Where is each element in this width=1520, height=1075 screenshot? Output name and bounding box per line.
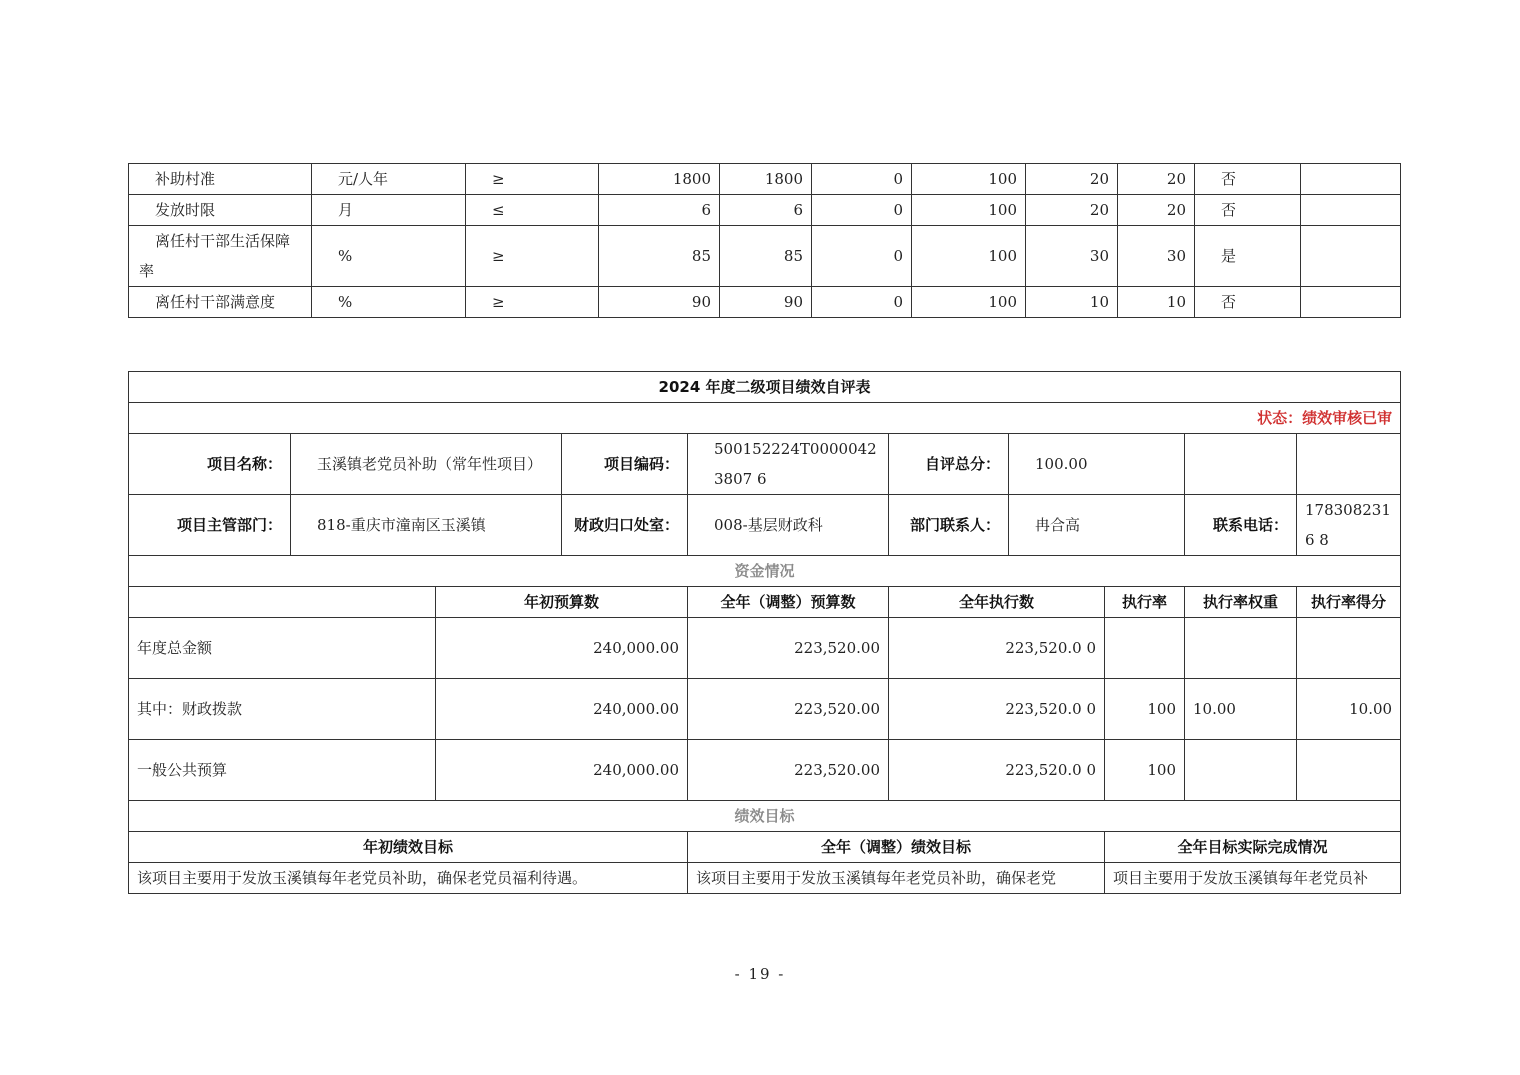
table-row [129,287,1401,318]
indicator-flag: 否 [1195,164,1301,195]
project-code-label: 项目编码： [562,434,688,495]
dept-label: 项目主管部门： [129,495,291,556]
indicator-rate: 100 [912,195,1026,226]
eval-table [128,371,1401,894]
funds-section-title: 资金情况 [129,556,1401,587]
funds-adjusted: 223,520.00 [688,740,889,801]
funds-executed: 223,520.0 0 [889,740,1105,801]
indicator-score: 30 [1118,226,1195,287]
indicator-rate: 100 [912,226,1026,287]
goals-header: 全年（调整）绩效目标 [688,832,1105,863]
table-title: 2024 年度二级项目绩效自评表 [129,372,1401,403]
indicator-unit: % [312,226,466,287]
indicator-actual: 85 [720,226,812,287]
indicator-flag: 否 [1195,195,1301,226]
funds-executed: 223,520.0 0 [889,618,1105,679]
indicator-flag: 否 [1195,287,1301,318]
funds-header: 年初预算数 [436,587,688,618]
funds-label: 年度总金额 [129,618,436,679]
phone-label: 联系电话： [1185,495,1297,556]
funds-label: 其中：财政拨款 [129,679,436,740]
funds-weight: 10.00 [1185,679,1297,740]
indicator-deviation: 0 [812,164,912,195]
funds-score: 10.00 [1297,679,1401,740]
indicator-deviation: 0 [812,226,912,287]
goals-header: 全年目标实际完成情况 [1105,832,1401,863]
funds-rate [1105,618,1185,679]
project-name-label: 项目名称： [129,434,291,495]
indicator-name: 离任村干部满意度 [129,287,312,318]
table-row [129,164,1401,195]
indicator-note [1301,226,1401,287]
goal-actual: 项目主要用于发放玉溪镇每年老党员补 [1105,863,1401,894]
indicator-op: ≥ [466,226,599,287]
indicator-unit: 月 [312,195,466,226]
finance-office-label: 财政归口处室： [562,495,688,556]
funds-header: 全年执行数 [889,587,1105,618]
funds-adjusted: 223,520.00 [688,618,889,679]
indicator-target: 90 [599,287,720,318]
indicator-name: 补助村准 [129,164,312,195]
indicator-note [1301,164,1401,195]
self-score-label: 自评总分： [889,434,1009,495]
finance-office: 008-基层财政科 [688,495,889,556]
indicator-target: 1800 [599,164,720,195]
indicator-target: 6 [599,195,720,226]
indicator-op: ≥ [466,287,599,318]
indicator-deviation: 0 [812,195,912,226]
indicator-name: 发放时限 [129,195,312,226]
project-name: 玉溪镇老党员补助（常年性项目） [291,434,562,495]
status-badge: 状态：绩效审核已审 [129,403,1401,434]
empty-cell [1185,434,1297,495]
funds-initial: 240,000.00 [436,679,688,740]
funds-initial: 240,000.00 [436,618,688,679]
indicator-unit: % [312,287,466,318]
indicator-weight: 10 [1026,287,1118,318]
indicator-score: 20 [1118,164,1195,195]
funds-header: 全年（调整）预算数 [688,587,889,618]
self-score: 100.00 [1009,434,1185,495]
indicator-target: 85 [599,226,720,287]
table-row [129,679,1401,740]
indicator-weight: 30 [1026,226,1118,287]
indicator-rate: 100 [912,164,1026,195]
funds-executed: 223,520.0 0 [889,679,1105,740]
funds-score [1297,618,1401,679]
empty-cell [1297,434,1401,495]
goals-header: 年初绩效目标 [129,832,688,863]
funds-header: 执行率 [1105,587,1185,618]
indicator-op: ≤ [466,195,599,226]
funds-initial: 240,000.00 [436,740,688,801]
page-number: - 19 - [734,965,786,983]
funds-rate: 100 [1105,740,1185,801]
indicator-actual: 1800 [720,164,812,195]
indicator-score: 10 [1118,287,1195,318]
contact-label: 部门联系人： [889,495,1009,556]
funds-label: 一般公共预算 [129,740,436,801]
indicator-score: 20 [1118,195,1195,226]
phone: 1783082316 8 [1297,495,1401,556]
table-row [129,226,1401,287]
funds-score [1297,740,1401,801]
indicator-note [1301,195,1401,226]
table-row [129,195,1401,226]
funds-adjusted: 223,520.00 [688,679,889,740]
indicator-weight: 20 [1026,164,1118,195]
indicator-unit: 元/人年 [312,164,466,195]
indicator-table [128,163,1401,318]
contact: 冉合高 [1009,495,1185,556]
indicator-rate: 100 [912,287,1026,318]
funds-rate: 100 [1105,679,1185,740]
indicator-deviation: 0 [812,287,912,318]
funds-weight [1185,740,1297,801]
indicator-actual: 6 [720,195,812,226]
dept: 818-重庆市潼南区玉溪镇 [291,495,562,556]
funds-header: 执行率得分 [1297,587,1401,618]
indicator-weight: 20 [1026,195,1118,226]
project-code: 500152224T00000423807 6 [688,434,889,495]
goals-section-title: 绩效目标 [129,801,1401,832]
funds-header: 执行率权重 [1185,587,1297,618]
empty-cell [129,587,436,618]
indicator-op: ≥ [466,164,599,195]
goal-adjusted: 该项目主要用于发放玉溪镇每年老党员补助，确保老党 [688,863,1105,894]
table-row [129,740,1401,801]
indicator-flag: 是 [1195,226,1301,287]
indicator-actual: 90 [720,287,812,318]
indicator-note [1301,287,1401,318]
table-row [129,618,1401,679]
goal-initial: 该项目主要用于发放玉溪镇每年老党员补助，确保老党员福利待遇。 [129,863,688,894]
funds-weight [1185,618,1297,679]
indicator-name: 离任村干部生活保障率 [129,226,312,287]
